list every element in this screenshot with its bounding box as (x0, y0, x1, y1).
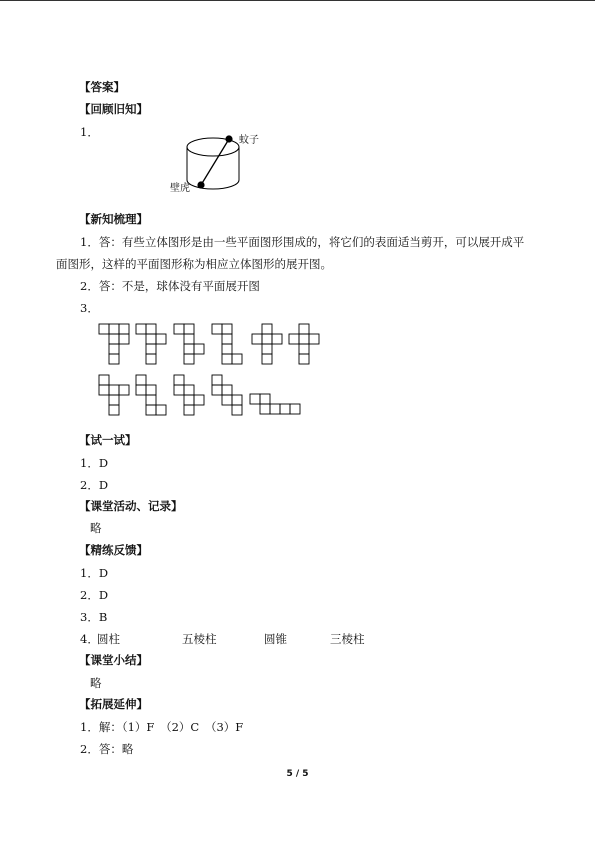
net-cell (194, 395, 204, 405)
net-cell (250, 394, 260, 404)
net-cell (174, 385, 184, 395)
summary-text: 略 (90, 676, 102, 690)
net-cell (109, 385, 119, 395)
net-cell (146, 385, 156, 395)
label-mosquito: 蚊子 (239, 135, 259, 146)
cube-net-11 (250, 394, 300, 414)
net-cell (222, 344, 232, 354)
cube-net-1 (99, 324, 129, 364)
net-cell (136, 324, 146, 334)
try-q2: 2．D (80, 478, 109, 492)
net-cell (232, 395, 242, 405)
net-cell (156, 334, 166, 344)
practice-q4-answer-d: 三棱柱 (330, 632, 365, 646)
net-cell (146, 395, 156, 405)
net-cell (156, 405, 166, 415)
practice-q2: 2．D (80, 588, 109, 602)
section-extension-heading: 【拓展延伸】 (79, 697, 148, 711)
section-new-knowledge-heading: 【新知梳理】 (79, 212, 148, 226)
section-answers-heading: 【答案】 (79, 80, 125, 94)
net-cell (270, 404, 280, 414)
net-cell (222, 385, 232, 395)
net-cell (194, 344, 204, 354)
net-cell (272, 334, 282, 344)
net-cell (309, 334, 319, 344)
net-cell (280, 404, 290, 414)
net-cell (174, 324, 184, 334)
net-cell (252, 334, 262, 344)
net-cell (232, 405, 242, 415)
net-cell (119, 324, 129, 334)
practice-q4-answer-c: 圆锥 (264, 632, 287, 646)
net-cell (262, 344, 272, 354)
net-cell (109, 334, 119, 344)
net-cell (262, 324, 272, 334)
section-review-heading: 【回顾旧知】 (79, 102, 148, 116)
net-cell (119, 334, 129, 344)
net-cell (222, 334, 232, 344)
cube-net-6 (289, 324, 319, 364)
net-cell (262, 354, 272, 364)
net-cell (212, 375, 222, 385)
net-cell (174, 375, 184, 385)
net-cell (146, 405, 156, 415)
net-cell (109, 344, 119, 354)
net-cell (109, 324, 119, 334)
extension-q1: 1．解：（1）F （2）C （3）F (80, 720, 244, 734)
cube-net-4 (212, 324, 242, 364)
section-summary-heading: 【课堂小结】 (79, 653, 148, 667)
cube-net-7 (99, 375, 129, 415)
new-knowledge-q2: 2．答：不是，球体没有平面展开图 (80, 279, 260, 293)
net-cell (260, 394, 270, 404)
review-q1-number: 1． (80, 125, 99, 139)
cube-net-3 (174, 324, 204, 364)
net-cell (222, 324, 232, 334)
net-cell (146, 354, 156, 364)
net-cell (99, 385, 109, 395)
net-cell (99, 375, 109, 385)
try-q1: 1．D (80, 456, 109, 470)
net-cell (289, 334, 299, 344)
net-cell (184, 344, 194, 354)
net-cell (146, 344, 156, 354)
net-cell (222, 395, 232, 405)
net-cell (299, 344, 309, 354)
net-cell (260, 404, 270, 414)
net-cell (184, 334, 194, 344)
net-cell (109, 405, 119, 415)
label-gecko: 壁虎 (170, 183, 190, 194)
net-cell (146, 334, 156, 344)
cube-net-2 (136, 324, 166, 364)
net-cell (184, 385, 194, 395)
net-cell (136, 385, 146, 395)
net-cell (212, 324, 222, 334)
net-cell (299, 354, 309, 364)
net-cell (136, 375, 146, 385)
net-cell (109, 395, 119, 405)
practice-q1: 1．D (80, 566, 109, 580)
cube-net-9 (174, 375, 204, 415)
section-try-heading: 【试一试】 (79, 433, 137, 447)
practice-q4-answer-a: 圆柱 (97, 632, 120, 646)
page-number: 5 / 5 (286, 769, 309, 779)
net-cell (109, 354, 119, 364)
cube-net-10 (212, 375, 242, 415)
net-cell (184, 354, 194, 364)
new-knowledge-q3-number: 3． (80, 301, 99, 315)
net-cell (299, 324, 309, 334)
net-cell (299, 334, 309, 344)
extension-q2: 2．答：略 (80, 742, 134, 756)
net-cell (290, 404, 300, 414)
activity-text: 略 (90, 521, 102, 535)
section-activity-heading: 【课堂活动、记录】 (79, 499, 183, 513)
net-cell (119, 385, 129, 395)
section-practice-heading: 【精练反馈】 (79, 543, 148, 557)
net-cell (184, 405, 194, 415)
net-cell (222, 354, 232, 364)
cube-net-8 (136, 375, 166, 415)
new-knowledge-q1-line1: 1．答：有些立体图形是由一些平面图形围成的，将它们的表面适当剪开，可以展开成平 (80, 235, 525, 249)
net-cell (232, 354, 242, 364)
net-cell (99, 324, 109, 334)
cube-net-5 (252, 324, 282, 364)
practice-q4-number: 4． (80, 632, 99, 646)
net-cell (184, 395, 194, 405)
practice-q3: 3．B (80, 610, 108, 624)
new-knowledge-q1-line2: 面图形，这样的平面图形称为相应立体图形的展开图。 (56, 257, 332, 271)
net-cell (212, 385, 222, 395)
net-cell (262, 334, 272, 344)
net-cell (184, 324, 194, 334)
practice-q4-answer-b: 五棱柱 (182, 632, 217, 646)
net-cell (146, 324, 156, 334)
